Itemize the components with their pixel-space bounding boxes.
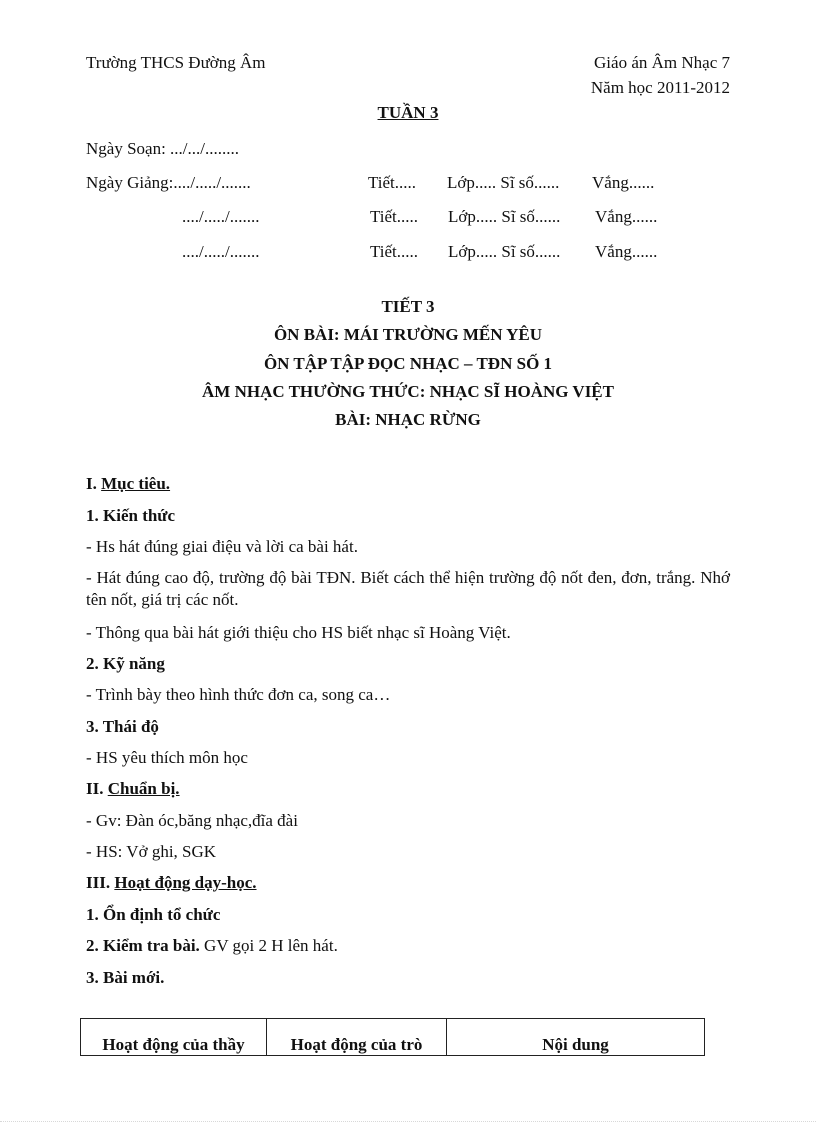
lesson-title-song: BÀI: NHẠC RỪNG <box>335 410 481 429</box>
period-2: Tiết..... <box>370 207 419 226</box>
subject-title: Giáo án Âm Nhạc 7 <box>594 53 730 72</box>
knowledge-item-3: - Thông qua bài hát giới thiệu cho HS biết nhạc sĩ Hoàng Việt. <box>86 623 511 642</box>
preparation-item-student: - HS: Vở ghi, SGK <box>86 842 217 861</box>
prepare-date: Ngày Soạn: .../.../........ <box>86 139 239 158</box>
activity-step-2: 2. Kiểm tra bài. GV gọi 2 H lên hát. <box>86 936 338 955</box>
activities-table <box>80 1018 705 1056</box>
knowledge-item-2: - Hát đúng cao độ, trường độ bài TĐN. Biết cách thể hiện trường độ nốt đen, đơn, trắng. Nhớ tên nốt, giá trị các nốt. <box>86 568 730 609</box>
attitude-heading: 3. Thái độ <box>86 717 159 736</box>
lesson-title-music-knowledge: ÂM NHẠC THƯỜNG THỨC: NHẠC SĨ HOÀNG VIỆT <box>202 382 614 401</box>
teach-date-3: ..../...../....... <box>182 242 260 261</box>
absent-2: Vắng...... <box>595 207 658 226</box>
school-year: Năm học 2011-2012 <box>590 78 730 97</box>
table-header-teacher: Hoạt động của thầy <box>81 1019 267 1056</box>
knowledge-heading: 1. Kiến thức <box>86 506 176 525</box>
table-header-row <box>81 1019 705 1056</box>
activity-step-1: 1. Ổn định tổ chức <box>86 905 221 924</box>
table-header-student: Hoạt động của trò <box>267 1019 447 1056</box>
table-header-content: Nội dung <box>447 1019 705 1056</box>
page-bottom-divider <box>0 1121 816 1122</box>
teach-date-label: Ngày Giảng:..../...../....... <box>86 173 251 192</box>
period-3: Tiết..... <box>370 242 419 261</box>
attitude-item-1: - HS yêu thích môn học <box>86 748 248 767</box>
absent-3: Vắng...... <box>595 242 658 261</box>
lesson-period-title: TIẾT 3 <box>381 297 435 316</box>
school-name: Trường THCS Đường Âm <box>86 53 266 72</box>
lesson-title-sight-reading: ÔN TẬP TẬP ĐỌC NHẠC – TĐN SỐ 1 <box>263 354 553 373</box>
class-size-2: Lớp..... Sĩ số...... <box>448 207 561 226</box>
week-title: TUẦN 3 <box>377 103 439 122</box>
skills-heading: 2. Kỹ năng <box>86 654 165 673</box>
section-objectives-heading: I. Mục tiêu. <box>86 474 171 493</box>
teach-date-2: ..../...../....... <box>182 207 260 226</box>
knowledge-item-1: - Hs hát đúng giai điệu và lời ca bài hát. <box>86 537 358 556</box>
skills-item-1: - Trình bày theo hình thức đơn ca, song ca… <box>86 685 391 704</box>
activity-step-3: 3. Bài mới. <box>86 968 165 987</box>
class-size-3: Lớp..... Sĩ số...... <box>448 242 561 261</box>
lesson-title-review-song: ÔN BÀI: MÁI TRƯỜNG MẾN YÊU <box>273 325 543 344</box>
class-size-1: Lớp..... Sĩ số...... <box>447 173 560 192</box>
preparation-item-teacher: - Gv: Đàn óc,băng nhạc,đĩa đài <box>86 811 298 830</box>
section-preparation-heading: II. Chuẩn bị. <box>86 779 180 798</box>
section-activities-heading: III. Hoạt động dạy-học. <box>86 873 257 892</box>
absent-1: Vắng...... <box>592 173 655 192</box>
period-1: Tiết..... <box>368 173 417 192</box>
